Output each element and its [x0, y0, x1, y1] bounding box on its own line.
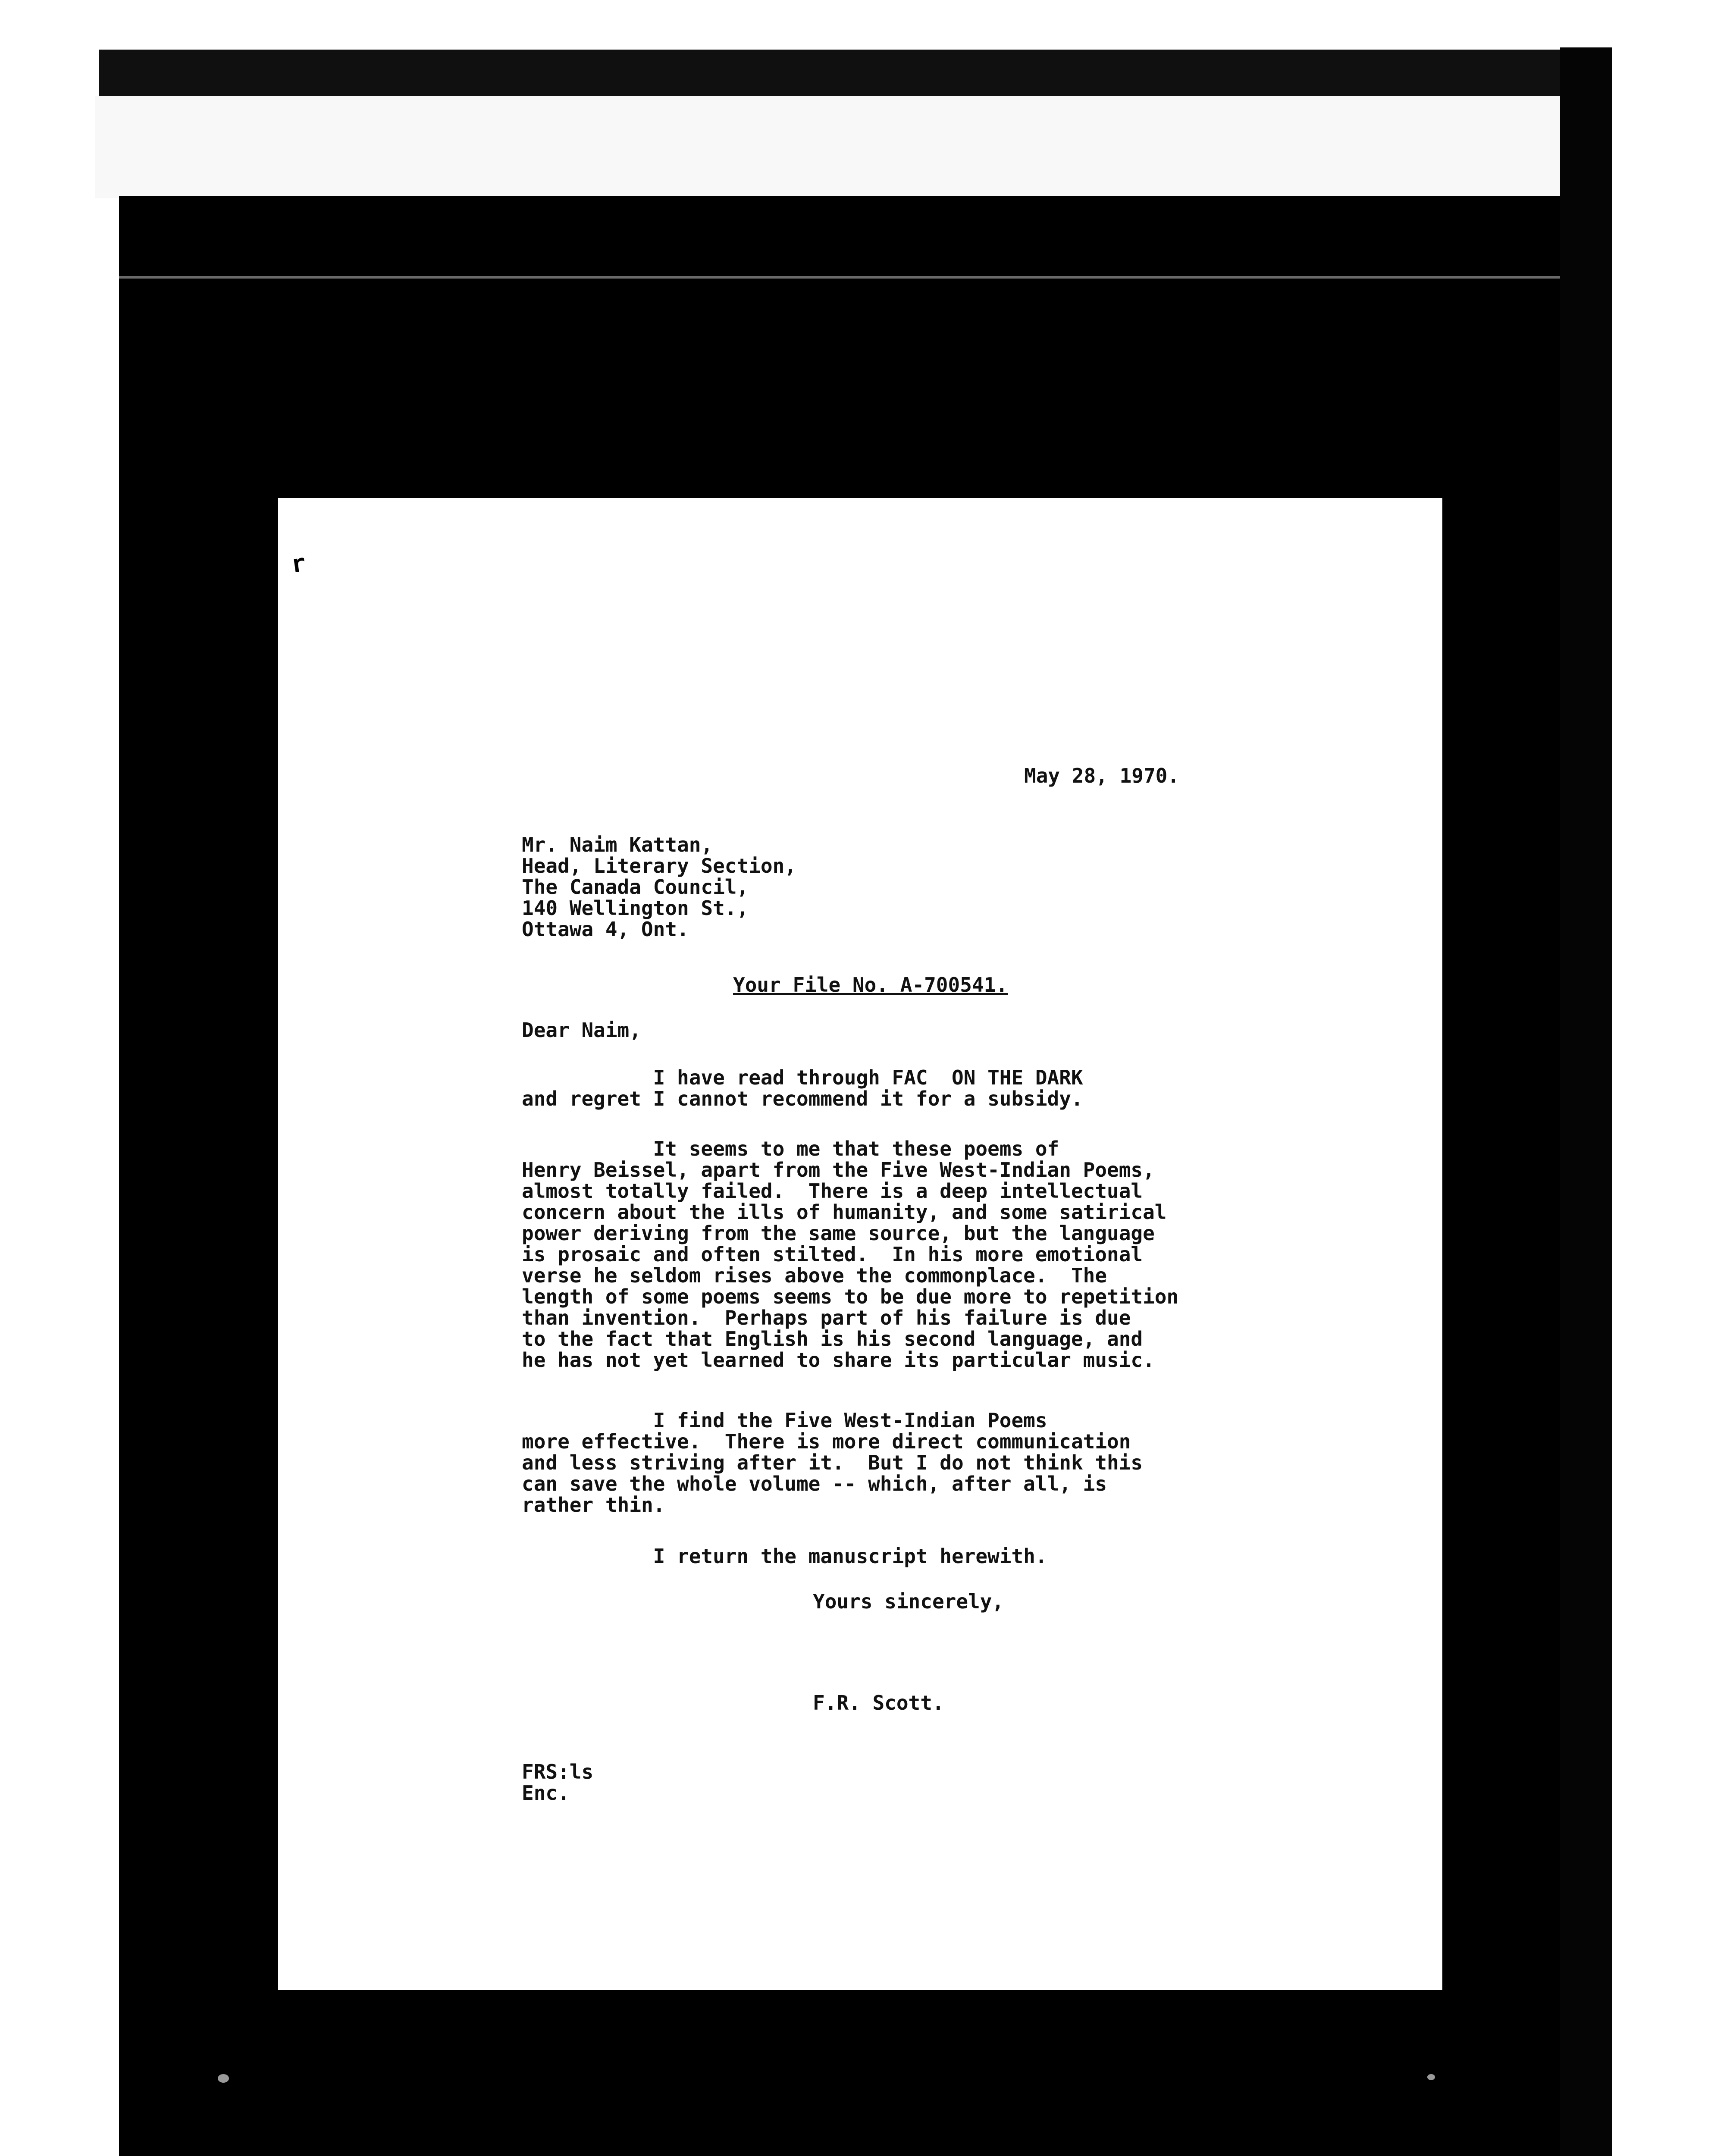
text-line: than invention. Perhaps part of his failure is due [522, 1306, 1131, 1329]
paragraph-2 [522, 1138, 1178, 1371]
text-line: almost totally failed. There is a deep intellectual [522, 1179, 1143, 1203]
salutation: Dear Naim, [522, 1018, 641, 1042]
text-line: he has not yet learned to share its particular music. [522, 1348, 1155, 1372]
film-scratch-line [119, 276, 1560, 279]
text-line: I have read through FAC ON THE DARK [522, 1066, 1083, 1089]
letter-date: May 28, 1970. [1024, 764, 1180, 787]
text-line: power deriving from the same source, but the language [522, 1222, 1155, 1245]
text-line: concern about the ills of humanity, and some satirical [522, 1200, 1167, 1224]
text-line: length of some poems seems to be due more to repetition [522, 1285, 1179, 1308]
text-line: can save the whole volume -- which, after all, is [522, 1472, 1107, 1495]
paragraph-3 [522, 1410, 1143, 1516]
text-line: Henry Beissel, apart from the Five West-Indian Poems, [522, 1158, 1155, 1181]
address-line: The Canada Council, [522, 875, 749, 899]
film-speck [1427, 2074, 1435, 2080]
film-speck [218, 2074, 229, 2083]
text-line: I return the manuscript herewith. [522, 1545, 1047, 1568]
text-line: is prosaic and often stilted. In his more emotional [522, 1243, 1143, 1266]
text-line: and regret I cannot recommend it for a subsidy. [522, 1087, 1083, 1110]
text-line: and less striving after it. But I do not think this [522, 1451, 1143, 1474]
reference-initials: FRS:ls [522, 1760, 594, 1783]
paragraph-4 [522, 1546, 1047, 1567]
paragraph-1 [522, 1067, 1083, 1109]
paper-mark: r [289, 548, 308, 579]
address-line: Mr. Naim Kattan, [522, 833, 713, 856]
text-line: rather thin. [522, 1493, 665, 1517]
address-line: Head, Literary Section, [522, 854, 796, 877]
film-top-strip [99, 50, 1561, 97]
address-line: Ottawa 4, Ont. [522, 918, 689, 941]
text-line: verse he seldom rises above the commonplace. The [522, 1264, 1107, 1287]
text-line: more effective. There is more direct communication [522, 1430, 1131, 1453]
enclosure-note: Enc. [522, 1781, 570, 1805]
film-light-band [95, 96, 1604, 198]
file-reference: Your File No. A-700541. [733, 973, 1008, 997]
text-line: It seems to me that these poems of [522, 1137, 1059, 1160]
reference-block [522, 1761, 593, 1804]
text-line: I find the Five West-Indian Poems [522, 1409, 1047, 1432]
film-right-edge [1560, 47, 1612, 2156]
text-line: to the fact that English is his second language, and [522, 1327, 1143, 1351]
complimentary-close: Yours sincerely, [813, 1590, 1004, 1613]
recipient-address [522, 834, 796, 940]
address-line: 140 Wellington St., [522, 896, 749, 920]
signature-name: F.R. Scott. [813, 1691, 944, 1714]
letter-page [278, 498, 1442, 1990]
letter-body [278, 498, 1442, 1990]
